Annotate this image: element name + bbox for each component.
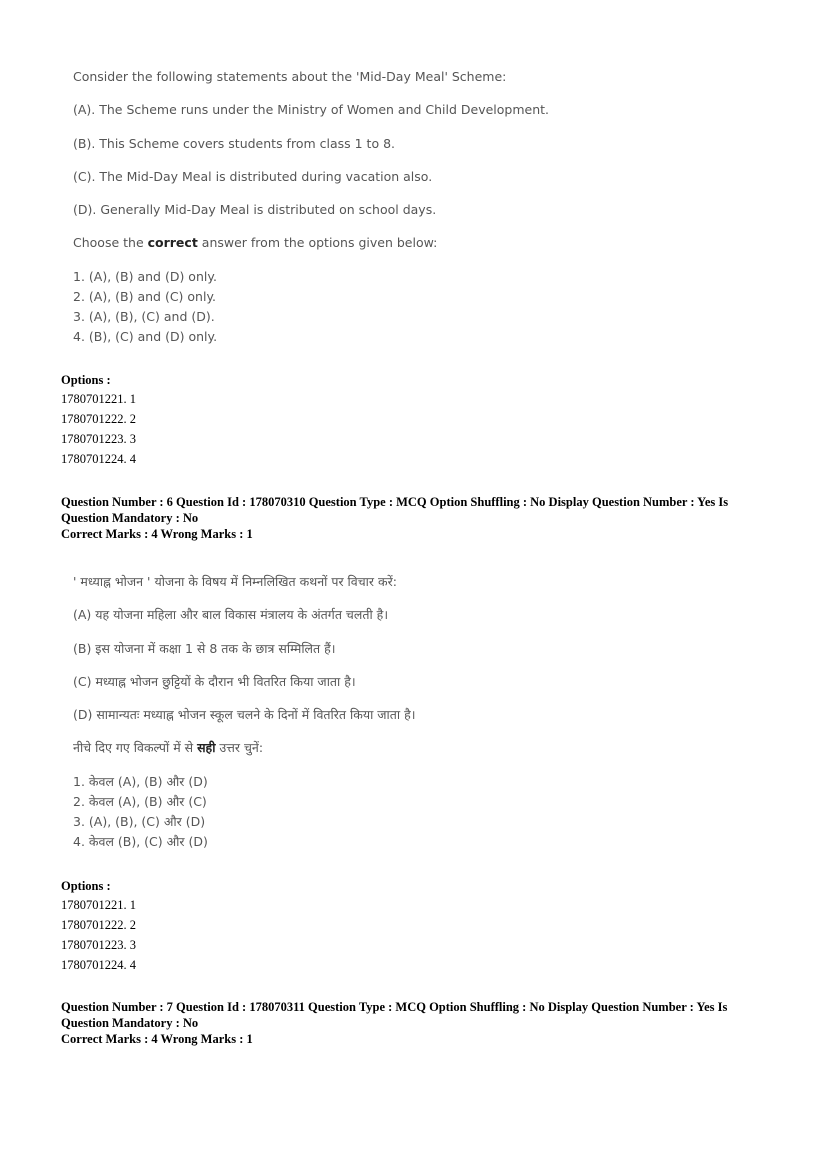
q5-answer-2: 2. (A), (B) and (C) only.: [73, 289, 217, 304]
q5-answer-4: 4. (B), (C) and (D) only.: [73, 329, 218, 344]
q6-option-2: 1780701222. 2: [61, 918, 136, 932]
q5-choose-bold: correct: [147, 235, 198, 250]
q5-statement-d: (D). Generally Mid-Day Meal is distributed on school days.: [73, 202, 437, 217]
q7-marks: Correct Marks : 4 Wrong Marks : 1: [61, 1032, 253, 1046]
q6-choose-bold: सही: [197, 740, 216, 755]
q5-choose-instruction: [73, 237, 437, 250]
q6-intro: ' मध्याह्न भोजन ' योजना के विषय में निम्नलिखित कथनों पर विचार करें:: [73, 574, 397, 589]
q6-answer-2: 2. केवल (A), (B) और (C): [73, 794, 207, 809]
q6-options-label: Options :: [61, 879, 111, 893]
q5-option-2: 1780701222. 2: [61, 412, 136, 426]
q6-header: [61, 494, 728, 542]
q5-option-4: 1780701224. 4: [61, 452, 136, 466]
q6-option-4: 1780701224. 4: [61, 958, 136, 972]
q6-statement-c: (C) मध्याह्न भोजन छुट्टियों के दौरान भी वितरित किया जाता है।: [73, 674, 356, 689]
q6-statement-d: (D) सामान्यतः मध्याह्न भोजन स्कूल चलने के दिनों में वितरित किया जाता है।: [73, 707, 416, 722]
q6-statement-b: (B) इस योजना में कक्षा 1 से 8 तक के छात्र सम्मिलित हैं।: [73, 641, 336, 656]
q6-answer-4: 4. केवल (B), (C) और (D): [73, 834, 208, 849]
q6-choose-prefix: नीचे दिए गए विकल्पों में से: [73, 740, 198, 755]
q5-choose-prefix: Choose the: [73, 235, 148, 250]
q6-header-line1: Question Number : 6 Question Id : 178070310 Question Type : MCQ Option Shuffling : No Display Question Number : Yes Is: [61, 495, 729, 509]
q6-option-1: 1780701221. 1: [61, 898, 136, 912]
q5-statement-c: (C). The Mid-Day Meal is distributed during vacation also.: [73, 169, 433, 184]
q5-choose-suffix: answer from the options given below:: [197, 235, 438, 250]
q5-options-label: Options :: [61, 373, 111, 387]
q5-answer-3: 3. (A), (B), (C) and (D).: [73, 309, 215, 324]
q6-choose-instruction: [73, 742, 263, 755]
q6-answer-3: 3. (A), (B), (C) और (D): [73, 814, 206, 829]
q7-header-line2: Question Mandatory : No: [61, 1016, 199, 1030]
q6-choose-suffix: उत्तर चुनें:: [215, 740, 264, 755]
q5-option-1: 1780701221. 1: [61, 392, 136, 406]
q7-header-line1: Question Number : 7 Question Id : 178070311 Question Type : MCQ Option Shuffling : No Display Question Number : Yes Is: [61, 1000, 728, 1014]
q6-option-3: 1780701223. 3: [61, 938, 136, 952]
q6-header-line2: Question Mandatory : No: [61, 511, 199, 525]
q6-answer-1: 1. केवल (A), (B) और (D): [73, 774, 208, 789]
q6-statement-a: (A) यह योजना महिला और बाल विकास मंत्रालय के अंतर्गत चलती है।: [73, 607, 389, 622]
q7-header: [61, 999, 727, 1047]
q6-marks: Correct Marks : 4 Wrong Marks : 1: [61, 527, 253, 541]
q5-intro: Consider the following statements about the 'Mid-Day Meal' Scheme:: [73, 69, 507, 84]
q5-statement-b: (B). This Scheme covers students from class 1 to 8.: [73, 136, 395, 151]
q5-answer-1: 1. (A), (B) and (D) only.: [73, 269, 217, 284]
q5-statement-a: (A). The Scheme runs under the Ministry of Women and Child Development.: [73, 102, 550, 117]
q5-option-3: 1780701223. 3: [61, 432, 136, 446]
